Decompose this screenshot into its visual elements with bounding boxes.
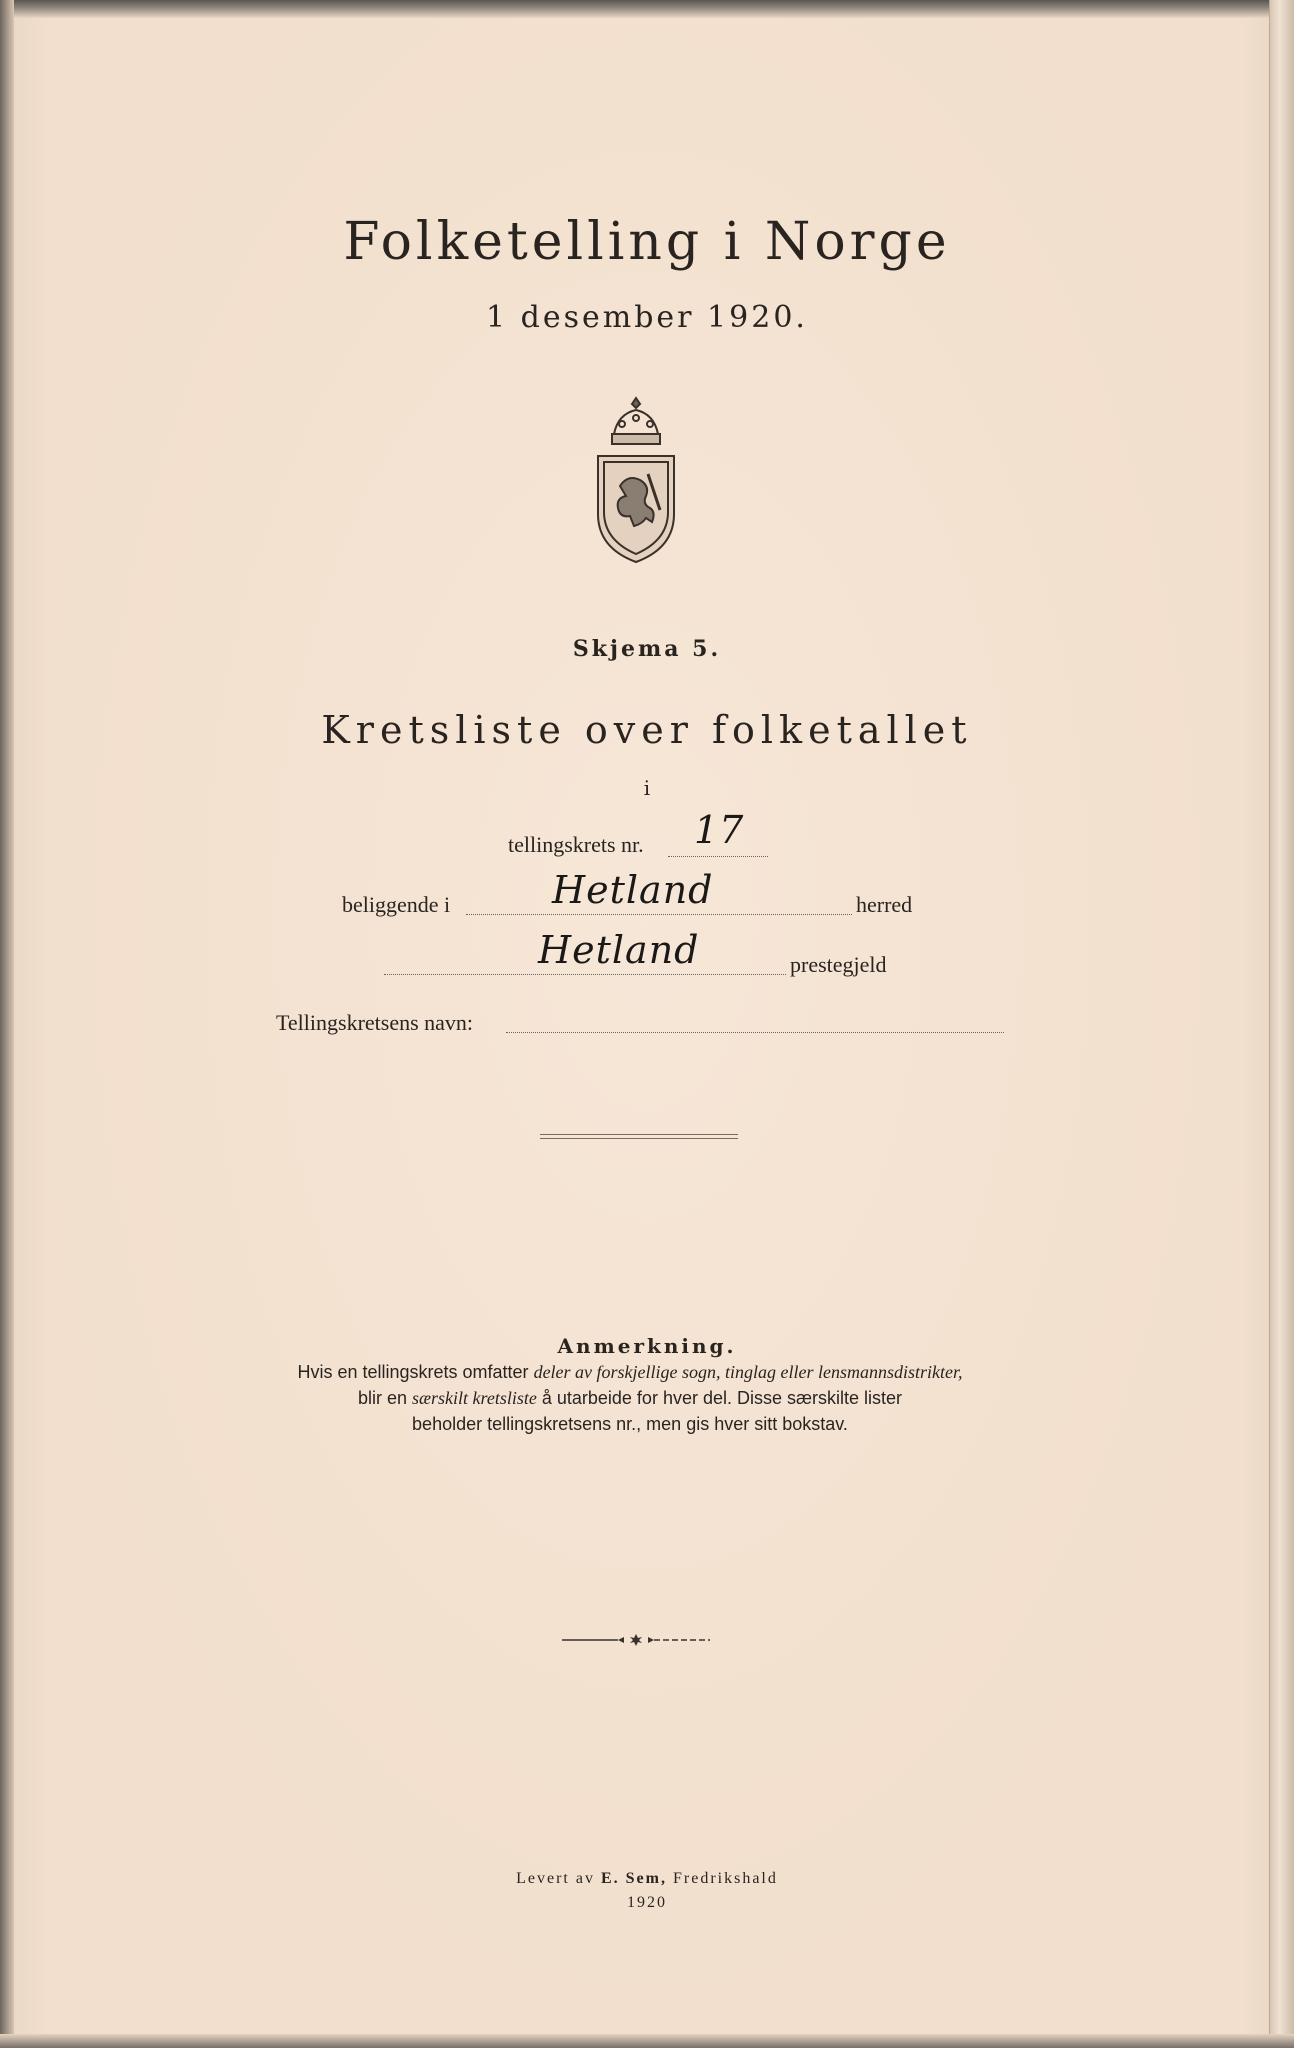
prestegjeld-line — [384, 974, 786, 975]
printer-location: Fredrikshald — [666, 1870, 778, 1887]
krets-number-value: 17 — [694, 808, 745, 852]
document-title: Folketelling i Norge — [343, 212, 951, 272]
note-line-3: beholder tellingskretsens nr., men gis hver sitt bokstav. — [412, 1414, 848, 1434]
krets-number-label: tellingskrets nr. — [508, 832, 644, 857]
note-line-2-emphasis: særskilt kretsliste — [412, 1388, 537, 1408]
divider-rule — [540, 1134, 738, 1135]
beliggende-label: beliggende i — [342, 892, 451, 917]
page-top-edge — [0, 0, 1294, 18]
prestegjeld-label: prestegjeld — [790, 952, 887, 977]
connector-word: i — [643, 776, 651, 800]
herred-value: Hetland — [552, 868, 714, 912]
printer-name: E. Sem, — [600, 1870, 667, 1887]
herred-label: herred — [856, 892, 913, 917]
note-line-1-text: Hvis en tellingskrets omfatter — [297, 1362, 534, 1382]
note-line-1 — [180, 1362, 1080, 1383]
divider-rule-second — [540, 1138, 738, 1139]
note-line-2-text-a: blir en — [357, 1388, 413, 1408]
printer-credit — [0, 1870, 1294, 1888]
printer-credit-prefix: Levert av — [516, 1870, 601, 1887]
printer-year: 1920 — [627, 1894, 667, 1911]
note-heading: Anmerkning. — [557, 1334, 737, 1358]
prestegjeld-value: Hetland — [538, 928, 700, 972]
herred-line — [466, 914, 852, 915]
schema-number: Skjema 5. — [572, 636, 722, 662]
krets-name-line — [506, 1032, 1004, 1033]
document-date: 1 desember 1920. — [486, 300, 808, 335]
page-bottom-edge — [0, 2034, 1294, 2048]
note-line-1-emphasis: deler av forskjellige sogn, tinglag eller lensmannsdistrikter, — [533, 1362, 963, 1382]
ornament-divider-icon — [560, 1632, 712, 1648]
note-line-2 — [180, 1388, 1080, 1409]
norwegian-coat-of-arms-icon — [590, 394, 682, 566]
note-line-2-text-b: å utarbeide for hver del. Disse særskilte lister — [536, 1388, 903, 1408]
form-heading: Kretsliste over folketallet — [321, 708, 973, 752]
krets-number-line — [668, 856, 768, 857]
krets-name-label: Tellingskretsens navn: — [276, 1010, 474, 1035]
